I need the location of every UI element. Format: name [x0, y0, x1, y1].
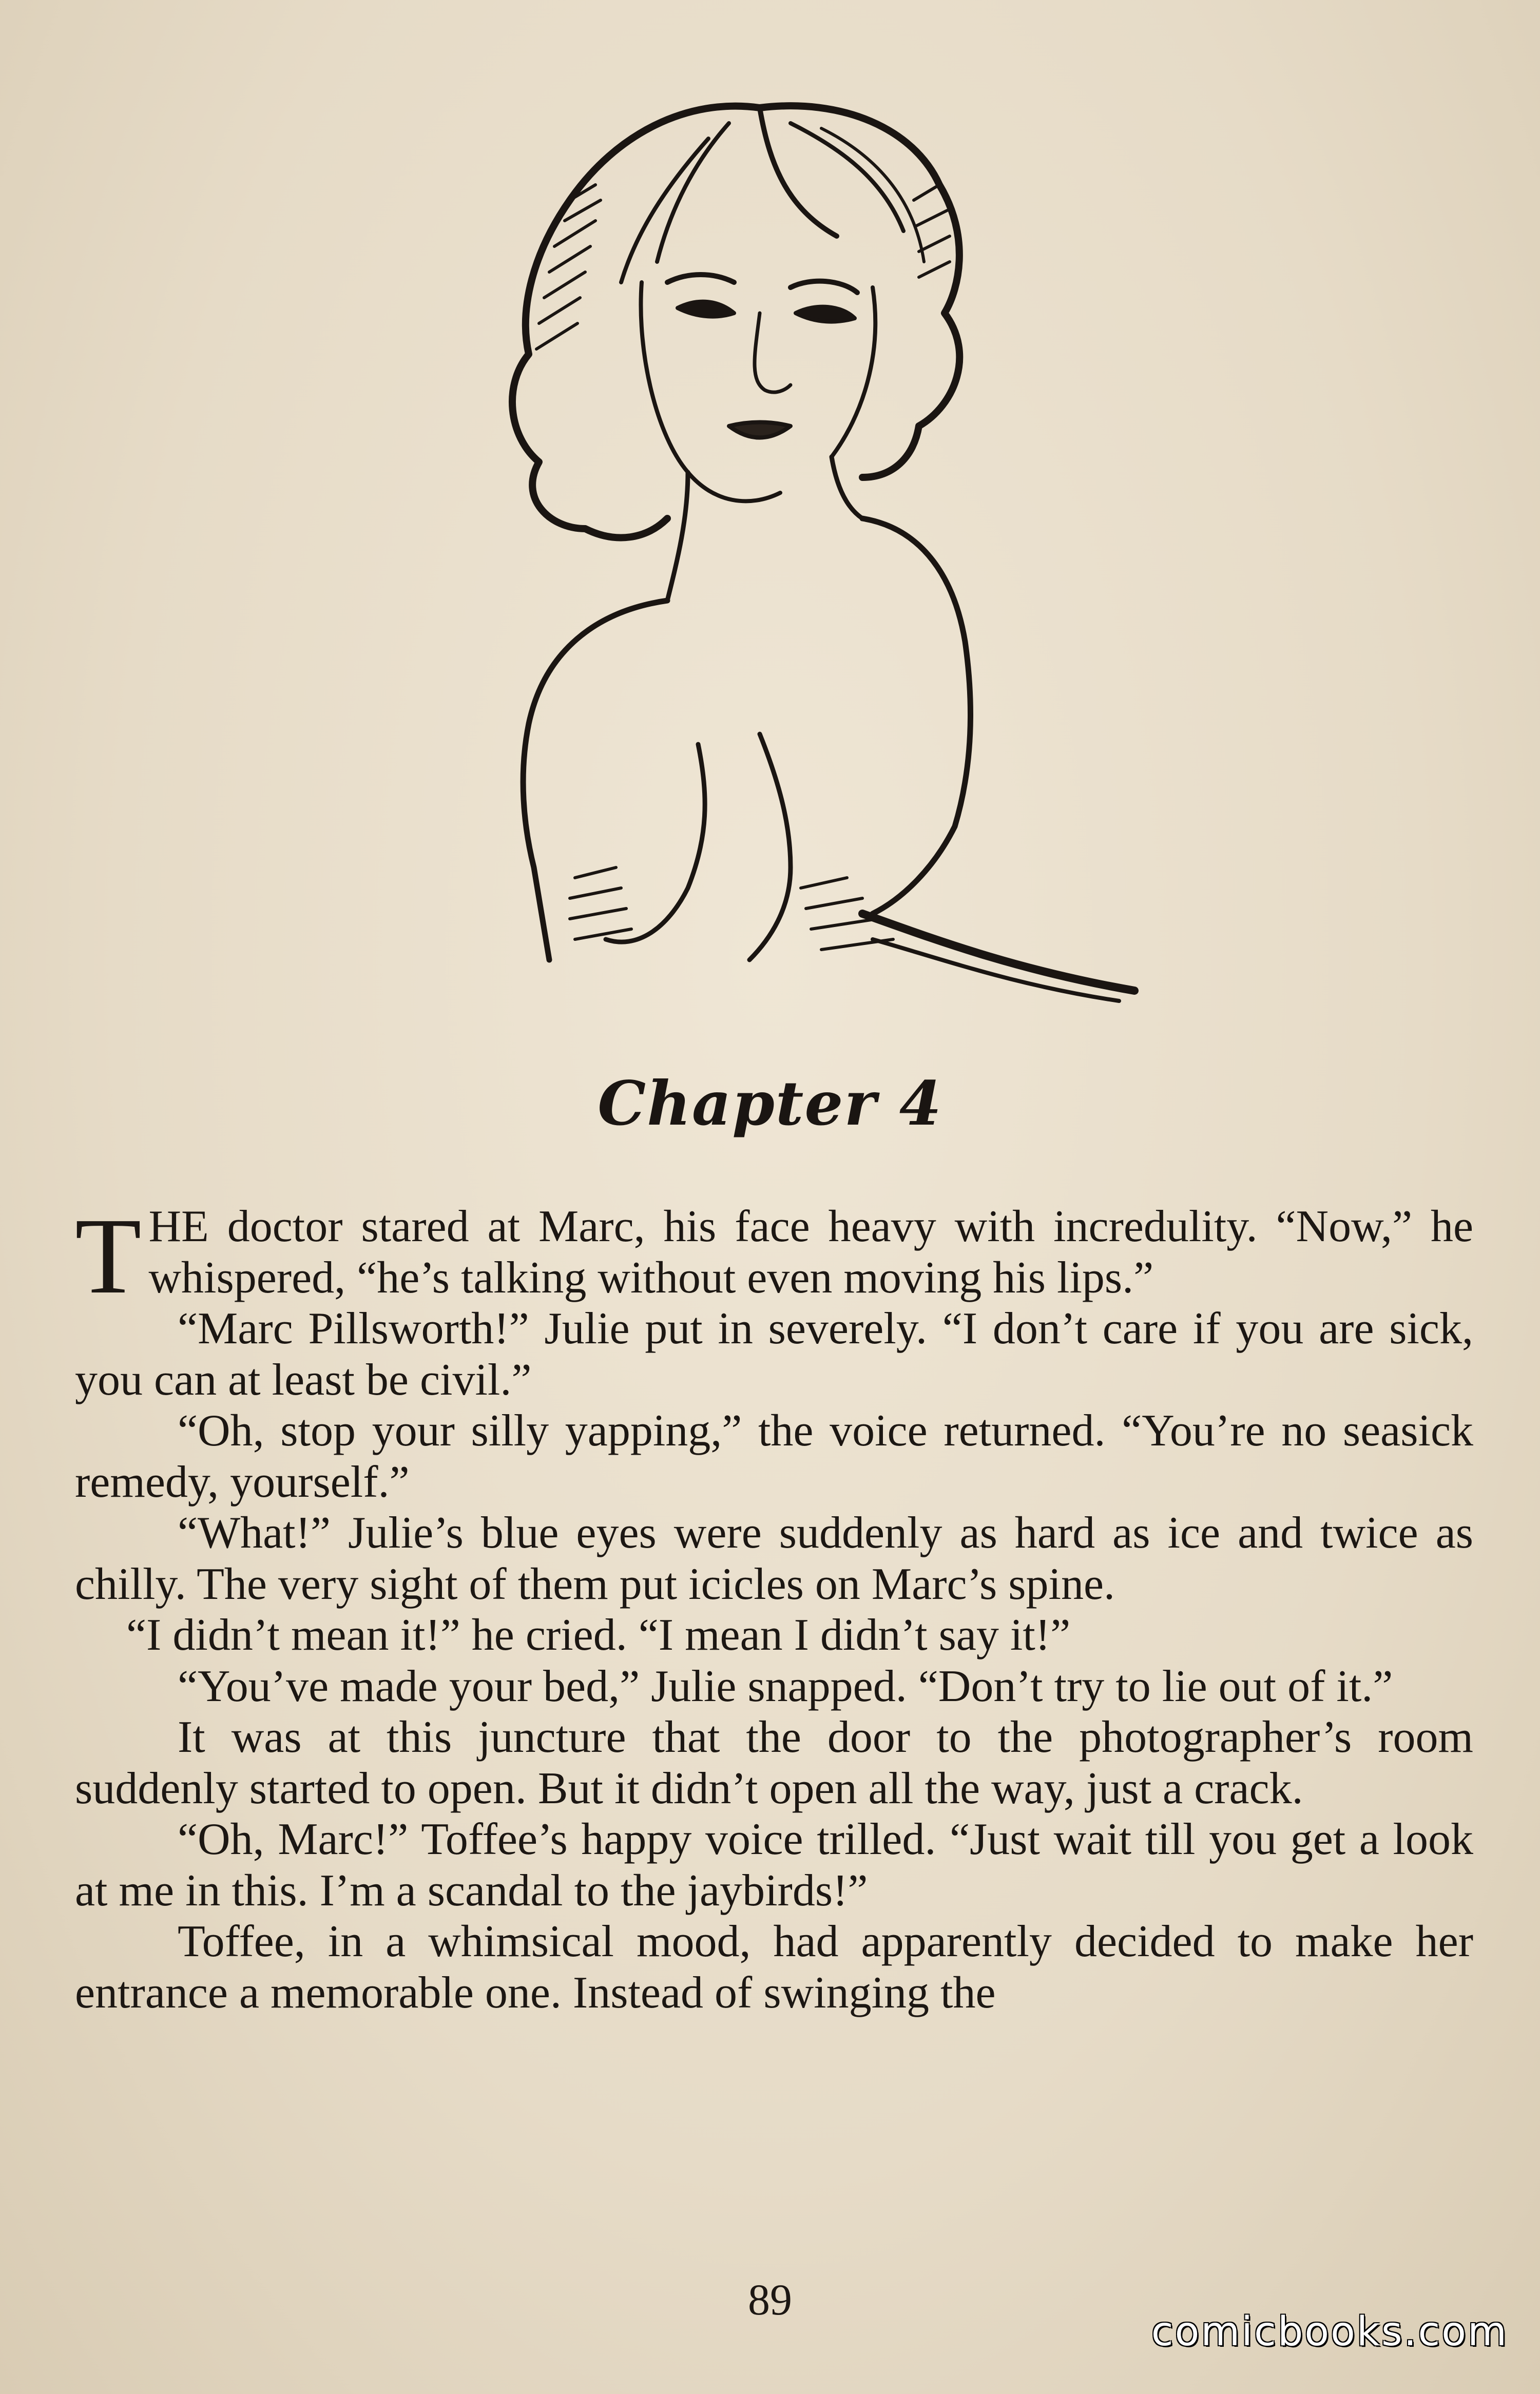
paragraph: “I didn’t mean it!” he cried. “I mean I didn’t say it!”	[126, 1610, 1071, 1660]
paragraph: It was at this juncture that the door to the photographer’s room suddenly started to open. But it didn’t open all the way, just a crack.	[75, 1712, 1473, 1813]
paragraph: “You’ve made your bed,” Julie snapped. “Don’t try to lie out of it.”	[178, 1661, 1393, 1711]
woman-portrait-illustration	[400, 67, 1181, 1011]
paragraph: “Oh, Marc!” Toffee’s happy voice trilled. “Just wait till you get a look at me in this. I’m a scandal to the jaybirds!”	[75, 1814, 1473, 1916]
paragraph	[75, 1195, 1473, 1316]
body-text	[75, 1195, 1473, 2018]
paragraph: Toffee, in a whimsical mood, had apparently decided to make her entrance a memorable one. Instead of swinging the	[75, 1917, 1473, 2018]
paragraph: “Oh, stop your silly yapping,” the voice returned. “You’re no seasick remedy, yourself.”	[75, 1406, 1473, 1507]
paragraph-text: HE doctor stared at Marc, his face heavy with incredulity. “Now,” he whispered, “he’s talking without even moving his lips.”	[148, 1202, 1473, 1303]
watermark: comicbooks.com	[1151, 2309, 1508, 2355]
paragraph: “What!” Julie’s blue eyes were suddenly as hard as ice and twice as chilly. The very sight of them put icicles on Marc’s spine.	[75, 1508, 1473, 1609]
page-number: 89	[748, 2275, 792, 2324]
paragraph: “Marc Pillsworth!” Julie put in severely. “I don’t care if you are sick, you can at least be civil.”	[75, 1304, 1473, 1405]
drop-cap: T	[75, 1195, 142, 1316]
chapter-heading: Chapter 4	[598, 1068, 942, 1139]
